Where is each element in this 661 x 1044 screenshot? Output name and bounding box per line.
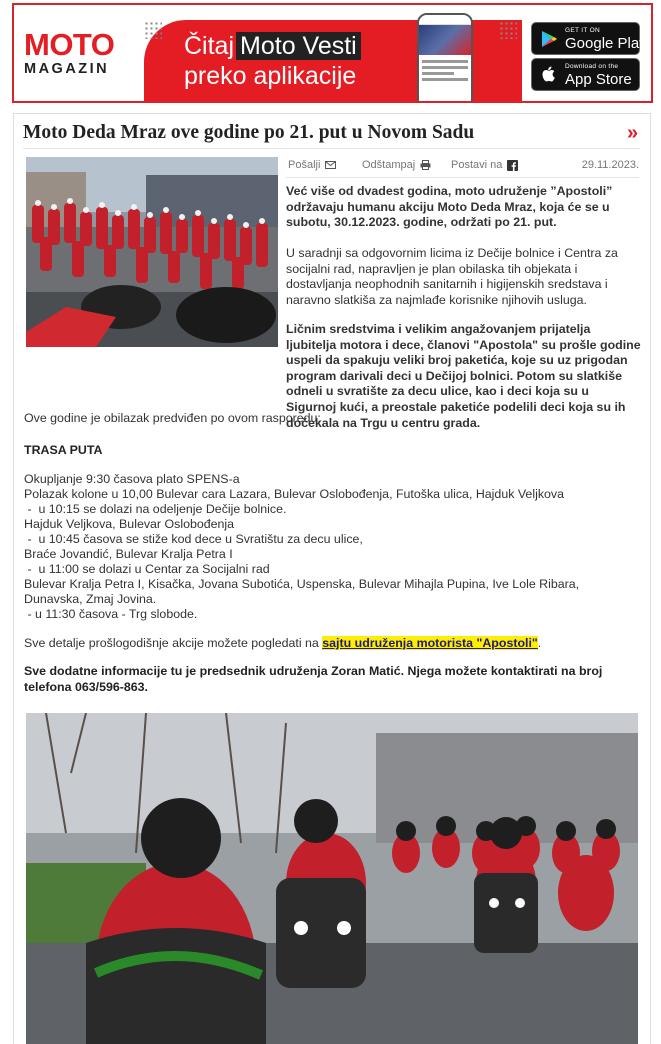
promo-headline [184,31,361,61]
paragraph-schedule-intro: Ove godine je obilazak predviđen po ovom rasporedu: [24,411,321,425]
article-title[interactable]: Moto Deda Mraz ove godine po 21. put u Novom Sadu [23,122,475,143]
app-store-small-text: Download on the [565,63,619,70]
paragraph-plan: U saradnji sa odgovornim licima iz Dečije bolnice i Centra za socijalni rad, napravljen je plan obilaska tih objekata i dostavljanja neophodnih sanitarnih i higijenskih sredstava i naravno slatkiša za najmlađe korisnike njihovih usluga. [286,246,618,307]
route-line: Polazak kolone u 10,00 Bulevar cara Lazara, Bulevar Oslobođenja, Futoška ulica, Hajduk Veljkova [24,487,564,501]
apostoli-site-link[interactable]: sajtu udruženja motorista "Apostoli" [322,636,538,650]
article-card [13,113,651,1044]
publish-date: 29.11.2023. [581,159,639,171]
app-store-text: App Store [565,71,632,88]
route-line: - u 10:45 časova se stiže kod dece u Svratištu za decu ulice, [24,532,363,546]
envelope-icon [325,161,336,169]
app-promo-banner[interactable] [12,3,653,103]
dot-pattern-decoration [499,21,517,39]
moto-magazin-logo[interactable] [24,29,144,81]
details-suffix: . [537,636,542,650]
print-label: Odštampaj [362,159,416,171]
double-chevron-right-icon[interactable]: » [627,122,639,144]
logo-magazin-text: MAGAZIN [24,61,110,77]
title-divider [23,148,640,149]
dot-pattern-decoration [144,21,162,39]
google-play-text: Google Play [565,35,647,52]
app-store-badge[interactable] [531,58,640,91]
route-heading: TRASA PUTA [24,443,103,457]
printer-icon [420,160,431,170]
santa-group-photo [26,157,278,347]
google-play-badge[interactable] [531,22,647,55]
paragraph-contact: Sve dodatne informacije tu je predsednik udruženja Zoran Matić. Njega možete kontaktirati na broj telefona 063/596-863. [24,664,603,694]
send-label: Pošalji [288,159,321,171]
paragraph-details [24,636,541,650]
route-line: Hajduk Veljkova, Bulevar Oslobođenja [24,517,235,531]
riders-photo-graphic [26,713,638,1044]
santa-riders-photo[interactable] [26,713,638,1044]
route-line: Okupljanje 9:30 časova plato SPENS-a [24,472,240,486]
facebook-icon [507,160,518,171]
route-line: - u 10:15 se dolazi na odeljenje Dečije bolnice. [24,502,287,516]
promo-word: Čitaj [184,32,235,60]
logo-moto-text: MOTO [24,27,115,62]
share-divider [286,177,639,178]
lead-photo[interactable] [26,157,278,347]
post-facebook-link[interactable] [451,159,518,171]
route-line: - u 11:00 se dolazi u Centar za Socijalni rad [24,562,270,576]
route-line: Bulevar Kralja Petra I, Kisačka, Jovana Subotića, Uspenska, Bulevar Mihajla Pupina, Ive Lole Ribara, [24,577,580,591]
route-line: - u 11:30 časova - Trg slobode. [24,607,198,621]
details-prefix: Sve detalje prošlogodišnje akcije možete pogledati na [24,636,323,650]
share-toolbar [286,159,639,175]
paragraph-last-year-text: Ličnim sredstvima i velikim angažovanjem prijatelja ljubitelja motora i dece, članovi "Apostola" su prošle godine uspeli da spakuju veliki broj paketića, koje su uz prigodan program darivali deci u Dečijoj bolnici. Potom su slatkiše odneli u svratište za decu ulice, kao i deci koja su u Sigurnoj kući, a preostale paketiće podelili deci koja su ih dočekala na Trgu u centru grada. [286,322,641,430]
print-link[interactable] [362,159,431,171]
route-line: Dunavska, Zmaj Jovina. [24,592,157,606]
phone-mockup-image [417,13,473,103]
google-play-small-text: GET IT ON [565,27,600,34]
paragraph-intro: Već više od dvadest godina, moto udruženje ”Apostoli” održavaju humanu akciju Moto Deda Mraz, koja će se u subotu, 30.12.2023. godine, održati po 21. put. [286,184,613,230]
apple-icon [539,65,559,85]
google-play-icon [539,29,559,49]
promo-subline: preko aplikacije [184,62,357,90]
post-label: Postavi na [451,159,503,171]
promo-app-name: Moto Vesti [236,32,361,60]
route-line: Braće Jovandić, Bulevar Kralja Petra I [24,547,233,561]
send-link[interactable] [288,159,336,171]
